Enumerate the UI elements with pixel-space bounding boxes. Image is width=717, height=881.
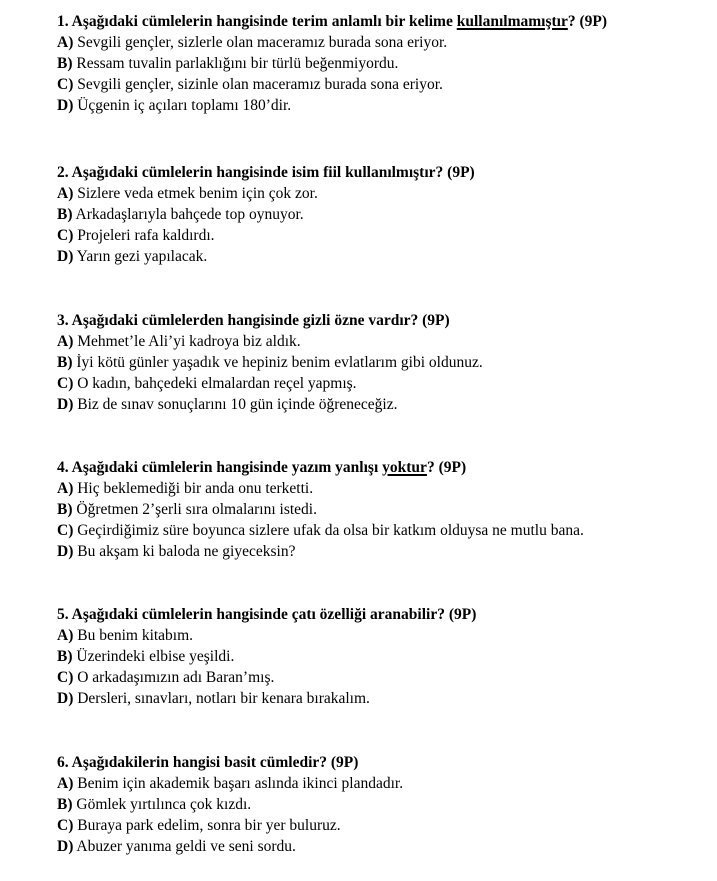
option-letter: C) — [57, 522, 74, 539]
question-text: Aşağıdaki cümlelerin hangisinde yazım yanlışı — [71, 459, 379, 476]
question-points: ? (9P) — [567, 13, 608, 30]
option-text: Mehmet’le Ali’yi kadroya biz aldık. — [77, 333, 301, 350]
option-b — [57, 794, 707, 815]
option-letter: B) — [57, 501, 73, 518]
option-letter: B) — [57, 648, 73, 665]
option-d — [57, 394, 707, 415]
option-d — [57, 688, 707, 709]
question-text: Aşağıdaki cümlelerin hangisinde çatı özelliği aranabilir? (9P) — [71, 606, 477, 623]
question-2 — [57, 162, 707, 267]
option-letter: A) — [57, 627, 74, 644]
option-letter: D) — [57, 838, 74, 855]
option-letter: B) — [57, 55, 73, 72]
option-letter: A) — [57, 775, 74, 792]
question-number: 6. — [57, 754, 69, 771]
option-text: İyi kötü günler yaşadık ve hepiniz benim evlatlarım gibi oldunuz. — [76, 354, 483, 371]
option-text: Dersleri, sınavları, notları bir kenara bırakalım. — [77, 690, 370, 707]
question-text: Aşağıdaki cümlelerden hangisinde gizli özne vardır? (9P) — [71, 312, 450, 329]
question-stem — [57, 604, 707, 625]
option-letter: C) — [57, 227, 74, 244]
option-letter: B) — [57, 796, 73, 813]
question-text: Aşağıdaki cümlelerin hangisinde terim anlamlı bir kelime — [71, 13, 453, 30]
option-c — [57, 520, 707, 541]
option-letter: B) — [57, 206, 73, 223]
option-d — [57, 95, 707, 116]
option-letter: A) — [57, 185, 74, 202]
option-letter: D) — [57, 248, 74, 265]
question-number: 2. — [57, 164, 69, 181]
question-emphasis: yoktur — [382, 459, 427, 476]
option-a — [57, 183, 707, 204]
question-stem — [57, 11, 707, 32]
option-c — [57, 225, 707, 246]
question-number: 3. — [57, 312, 69, 329]
option-text: Buraya park edelim, sonra bir yer buluruz. — [77, 817, 341, 834]
option-a — [57, 773, 707, 794]
option-text: Ressam tuvalin parlaklığını bir türlü beğenmiyordu. — [76, 55, 399, 72]
option-text: Bu benim kitabım. — [77, 627, 194, 644]
option-b — [57, 646, 707, 667]
option-text: Üzerindeki elbise yeşildi. — [76, 648, 235, 665]
question-stem — [57, 310, 707, 331]
question-6 — [57, 752, 707, 857]
option-text: Sizlere veda etmek benim için çok zor. — [77, 185, 318, 202]
option-text: O arkadaşımızın adı Baran’mış. — [77, 669, 275, 686]
option-c — [57, 373, 707, 394]
option-text: Biz de sınav sonuçlarını 10 gün içinde öğreneceğiz. — [77, 396, 398, 413]
option-text: Sevgili gençler, sizlerle olan maceramız burada sona eriyor. — [77, 34, 448, 51]
question-points: ? (9P) — [426, 459, 467, 476]
option-text: Bu akşam ki baloda ne giyeceksin? — [77, 543, 296, 560]
option-text: Üçgenin iç açıları toplamı 180’dir. — [77, 97, 292, 114]
option-b — [57, 352, 707, 373]
option-letter: D) — [57, 543, 74, 560]
option-d — [57, 246, 707, 267]
option-text: Benim için akademik başarı aslında ikinci plandadır. — [77, 775, 404, 792]
option-letter: C) — [57, 817, 74, 834]
question-text: Aşağıdakilerin hangisi basit cümledir? (9P) — [71, 754, 359, 771]
option-text: Yarın gezi yapılacak. — [76, 248, 208, 265]
option-b — [57, 204, 707, 225]
option-text: Projeleri rafa kaldırdı. — [77, 227, 215, 244]
option-text: Gömlek yırtılınca çok kızdı. — [76, 796, 252, 813]
option-a — [57, 331, 707, 352]
option-letter: A) — [57, 480, 74, 497]
option-text: Abuzer yanıma geldi ve seni sordu. — [76, 838, 296, 855]
option-letter: B) — [57, 354, 73, 371]
option-letter: D) — [57, 97, 74, 114]
option-letter: C) — [57, 375, 74, 392]
option-letter: A) — [57, 333, 74, 350]
option-a — [57, 32, 707, 53]
option-letter: A) — [57, 34, 74, 51]
question-4 — [57, 457, 707, 562]
option-c — [57, 815, 707, 836]
question-stem — [57, 162, 707, 183]
question-1 — [57, 11, 707, 116]
question-3 — [57, 310, 707, 415]
option-letter: C) — [57, 669, 74, 686]
question-stem — [57, 752, 707, 773]
option-text: Öğretmen 2’şerli sıra olmalarını istedi. — [76, 501, 317, 518]
option-text: Arkadaşlarıyla bahçede top oynuyor. — [75, 206, 304, 223]
option-letter: D) — [57, 396, 74, 413]
option-text: Geçirdiğimiz süre boyunca sizlere ufak da olsa bir katkım olduysa ne mutlu bana. — [77, 522, 584, 539]
question-number: 5. — [57, 606, 69, 623]
option-c — [57, 667, 707, 688]
question-text: Aşağıdaki cümlelerin hangisinde isim fiil kullanılmıştır? (9P) — [71, 164, 475, 181]
option-b — [57, 499, 707, 520]
option-letter: C) — [57, 76, 74, 93]
option-text: O kadın, bahçedeki elmalardan reçel yapmış. — [77, 375, 357, 392]
option-d — [57, 541, 707, 562]
question-number: 1. — [57, 13, 69, 30]
option-a — [57, 625, 707, 646]
option-b — [57, 53, 707, 74]
question-number: 4. — [57, 459, 69, 476]
question-5 — [57, 604, 707, 709]
question-emphasis: kullanılmamıştır — [456, 13, 568, 30]
option-c — [57, 74, 707, 95]
question-stem — [57, 457, 707, 478]
option-d — [57, 836, 707, 857]
option-text: Hiç beklemediği bir anda onu terketti. — [77, 480, 314, 497]
option-a — [57, 478, 707, 499]
option-text: Sevgili gençler, sizinle olan maceramız burada sona eriyor. — [77, 76, 443, 93]
option-letter: D) — [57, 690, 74, 707]
